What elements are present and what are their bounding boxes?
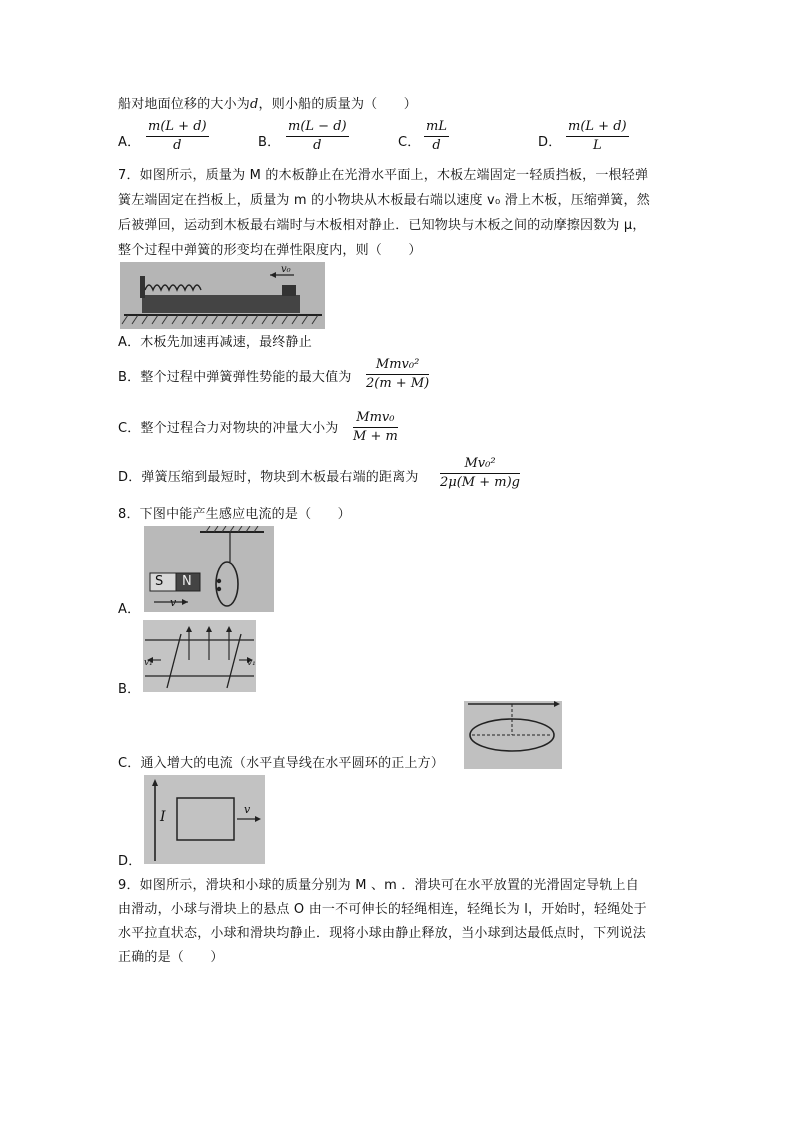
q7-line-3: 后被弹回，运动到木板最右端时与木板相对静止．已知物块与木板之间的动摩擦因数为 μ， bbox=[118, 218, 646, 233]
q8-figure-d-i-label: I bbox=[160, 809, 166, 825]
q7-option-c-text: C．整个过程合力对物块的冲量大小为 bbox=[118, 421, 339, 436]
q7-figure-spring-board bbox=[120, 262, 325, 329]
q6-option-a-den: d bbox=[173, 138, 182, 153]
q6-option-b-num: m(L − d) bbox=[286, 119, 349, 137]
q7-option-c-fraction bbox=[353, 410, 398, 445]
q7-option-b-den: 2(m + M) bbox=[366, 376, 430, 391]
q7-option-c-den: M + m bbox=[353, 429, 398, 444]
q6-option-b-letter: B． bbox=[258, 135, 281, 150]
q8-figure-a-s-label: S bbox=[155, 574, 164, 589]
q9-line-1: 9．如图所示，滑块和小球的质量分别为 M 、m ．滑块可在水平放置的光滑固定导轨上自 bbox=[118, 878, 639, 893]
q7-option-b-fraction bbox=[366, 357, 429, 392]
q9-line-3: 水平拉直状态，小球和滑块均静止．现将小球由静止释放，当小球到达最低点时，下列说法 bbox=[118, 926, 647, 941]
q7-option-b-text: B．整个过程中弹簧弹性势能的最大值为 bbox=[118, 370, 352, 385]
q6-option-c-letter: C． bbox=[398, 135, 421, 150]
q7-option-a: A．木板先加速再减速，最终静止 bbox=[118, 335, 312, 350]
q9-line-4: 正确的是（ ） bbox=[118, 950, 224, 965]
q7-figure-v0-label: v₀ bbox=[281, 264, 291, 275]
q8-figure-a-svg bbox=[144, 526, 274, 612]
q6-tail-line bbox=[118, 96, 417, 114]
q8-figure-d-v-label: v bbox=[244, 803, 251, 816]
q6-option-a-num: m(L + d) bbox=[146, 119, 209, 137]
q7-figure-svg bbox=[120, 262, 325, 329]
q7-option-c-num: Mmv₀ bbox=[353, 410, 398, 428]
q6-option-c-den: d bbox=[432, 138, 441, 153]
q8-figure-a-v-label: v bbox=[170, 596, 177, 609]
q7-line-4: 整个过程中弹簧的形变均在弹性限度内，则（ ） bbox=[118, 243, 422, 258]
q6-option-b-fraction bbox=[286, 119, 349, 154]
q8-figure-c-wire-ring bbox=[464, 701, 562, 769]
q8-figure-d-wire-loop bbox=[144, 775, 265, 864]
q8-option-d-label: D． bbox=[118, 854, 142, 869]
q6-option-a-letter: A． bbox=[118, 135, 141, 150]
q8-figure-b-rails bbox=[143, 620, 256, 692]
q6-option-d-num: m(L + d) bbox=[566, 119, 629, 137]
q7-line-2: 簧左端固定在挡板上，质量为 m 的小物块从木板最右端以速度 v₀ 滑上木板，压缩弹簧，然 bbox=[118, 193, 650, 208]
q8-figure-c-svg bbox=[464, 701, 562, 769]
q6-tail-text: 船对地面位移的大小为 bbox=[118, 97, 251, 112]
q6-option-a-fraction bbox=[146, 119, 209, 154]
q6-option-b-den: d bbox=[313, 138, 322, 153]
q8-option-a-label: A． bbox=[118, 602, 141, 617]
q7-line-1: 7．如图所示，质量为 M 的木板静止在光滑水平面上，木板左端固定一轻质挡板，一根轻弹 bbox=[118, 168, 649, 183]
q8-figure-b-svg bbox=[143, 620, 256, 692]
q8-stem: 8．下图中能产生感应电流的是（ ） bbox=[118, 507, 351, 522]
q8-option-b-label: B． bbox=[118, 682, 141, 697]
q8-figure-b-v1-left: v₁ bbox=[144, 658, 153, 668]
q7-option-d-den: 2μ(M + m)g bbox=[440, 475, 520, 490]
q9-line-2: 由滑动，小球与滑块上的悬点 O 由一不可伸长的轻绳相连，轻绳长为 l，开始时，轻绳处于 bbox=[118, 902, 647, 917]
q7-option-b-num: Mmv₀² bbox=[366, 357, 429, 375]
q8-figure-b-v1-right: v₁ bbox=[247, 658, 256, 668]
q8-figure-a-magnet-ring bbox=[144, 526, 274, 612]
q6-option-d-letter: D． bbox=[538, 135, 562, 150]
q7-option-d-fraction bbox=[440, 456, 520, 491]
q6-tail-end: ，则小船的质量为（ ） bbox=[258, 97, 417, 112]
q6-option-c-fraction bbox=[424, 119, 449, 154]
q6-option-d-den: L bbox=[592, 138, 602, 153]
q8-option-c-text: C．通入增大的电流（水平直导线在水平圆环的正上方） bbox=[118, 756, 445, 771]
q8-figure-a-n-label: N bbox=[182, 574, 192, 589]
q7-option-d-num: Mv₀² bbox=[440, 456, 520, 474]
q7-option-d-text: D．弹簧压缩到最短时，物块到木板最右端的距离为 bbox=[118, 470, 419, 485]
q6-option-c-num: mL bbox=[424, 119, 449, 137]
q6-tail-var: d bbox=[250, 97, 259, 112]
q6-option-d-fraction bbox=[566, 119, 629, 154]
